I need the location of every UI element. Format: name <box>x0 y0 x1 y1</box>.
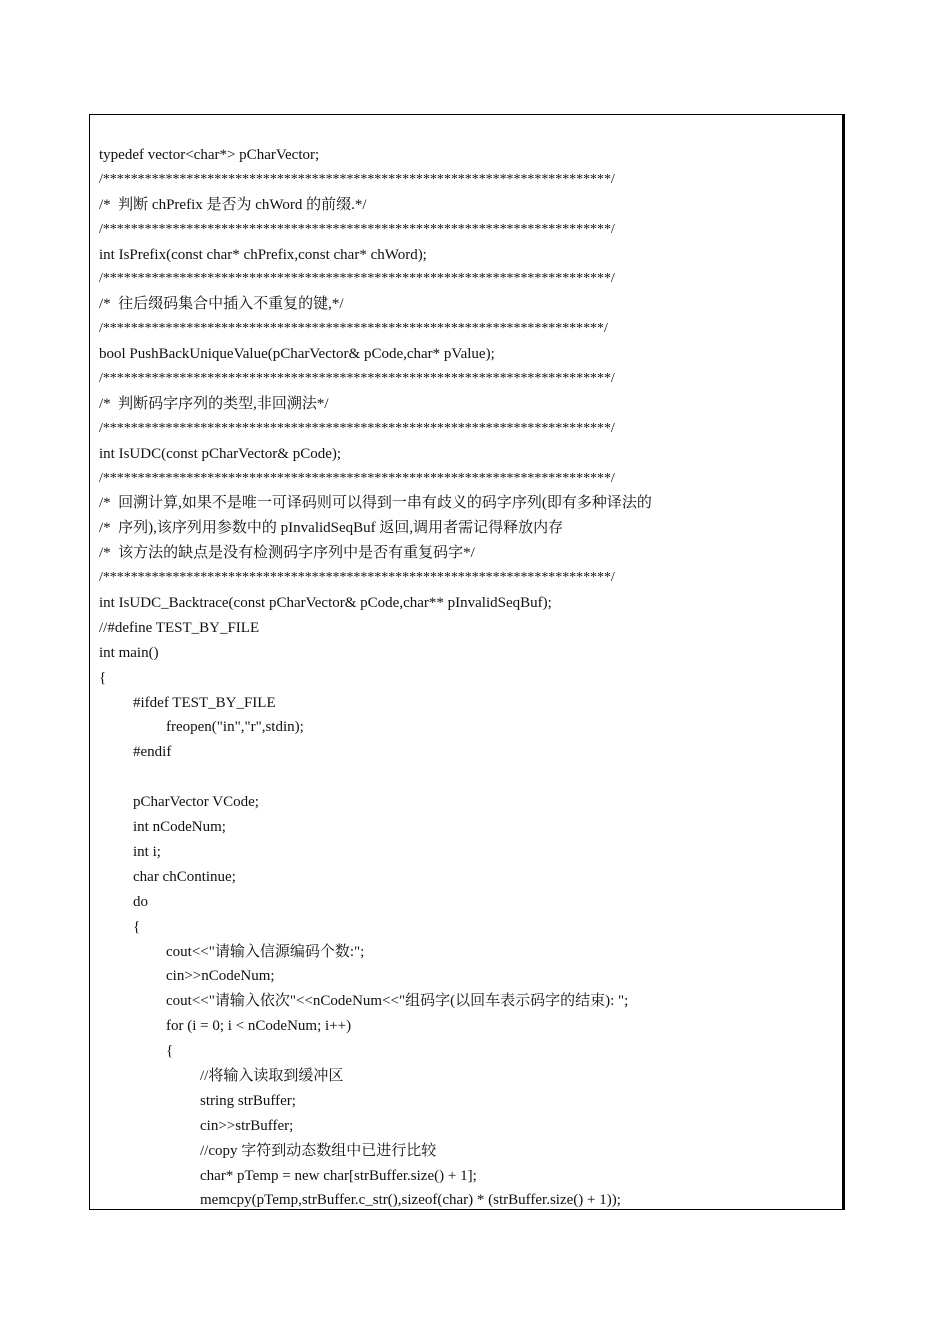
code-line: /* 该方法的缺点是没有检测码字序列中是否有重复码字*/ <box>99 545 475 562</box>
code-line: /*************************************************************************/ <box>99 570 615 586</box>
code-line: /*************************************************************************/ <box>99 420 615 436</box>
code-line <box>99 765 838 790</box>
code-line: /* 判断码字序列的类型,非回溯法*/ <box>99 395 329 412</box>
code-line: typedef vector<char*> pCharVector; <box>99 147 320 163</box>
code-line: /************************************************************************/ <box>99 321 608 337</box>
code-line: /*************************************************************************/ <box>99 470 615 486</box>
code-line: /*************************************************************************/ <box>99 221 615 237</box>
code-line: cout<<"请输入依次"<<nCodeNum<<"组码字(以回车表示码字的结束): "; <box>166 993 629 1010</box>
code-line: { <box>99 669 107 686</box>
code-line: int i; <box>133 843 161 860</box>
code-line: /* 往后缀码集合中插入不重复的键,*/ <box>99 296 344 313</box>
code-line: int IsUDC(const pCharVector& pCode); <box>99 445 342 462</box>
code-line: bool PushBackUniqueValue(pCharVector& pCode,char* pValue); <box>99 346 495 363</box>
code-line: char chContinue; <box>133 868 236 885</box>
code-line: cout<<"请输入信源编码个数:"; <box>166 943 365 960</box>
code-line: //#define TEST_BY_FILE <box>99 619 260 636</box>
code-line: memcpy(pTemp,strBuffer.c_str(),sizeof(char) * (strBuffer.size() + 1)); <box>200 1192 621 1209</box>
code-line: //copy 字符到动态数组中已进行比较 <box>200 1142 437 1159</box>
code-line: pCharVector VCode; <box>133 794 259 811</box>
code-line: /*************************************************************************/ <box>99 271 615 287</box>
code-line: cin>>nCodeNum; <box>166 968 275 985</box>
code-listing-box <box>89 114 845 1210</box>
code-line: int main() <box>99 644 159 661</box>
code-line: /*************************************************************************/ <box>99 171 615 187</box>
code-line: /* 回溯计算,如果不是唯一可译码则可以得到一串有歧义的码字序列(即有多种译法的 <box>99 495 652 512</box>
code-line: string strBuffer; <box>200 1092 296 1109</box>
code-line: freopen("in","r",stdin); <box>166 719 304 736</box>
code-line: /*************************************************************************/ <box>99 371 615 387</box>
code-line: int nCodeNum; <box>133 819 226 836</box>
code-line: cin>>strBuffer; <box>200 1117 294 1134</box>
code-line: int IsPrefix(const char* chPrefix,const char* chWord); <box>99 246 427 263</box>
code-line: { <box>166 1043 174 1060</box>
code-line: #endif <box>133 744 172 761</box>
code-listing <box>99 143 838 1210</box>
code-line: int IsUDC_Backtrace(const pCharVector& pCode,char** pInvalidSeqBuf); <box>99 595 552 612</box>
code-line: /* 判断 chPrefix 是否为 chWord 的前缀.*/ <box>99 196 367 213</box>
code-line: do <box>133 893 148 910</box>
code-line: #ifdef TEST_BY_FILE <box>133 694 276 711</box>
code-line: //将输入读取到缓冲区 <box>200 1067 344 1084</box>
code-line: { <box>133 918 141 935</box>
code-line: char* pTemp = new char[strBuffer.size() + 1]; <box>200 1167 477 1184</box>
code-line: /* 序列),该序列用参数中的 pInvalidSeqBuf 返回,调用者需记得释放内存 <box>99 520 564 537</box>
code-line: for (i = 0; i < nCodeNum; i++) <box>166 1018 352 1035</box>
